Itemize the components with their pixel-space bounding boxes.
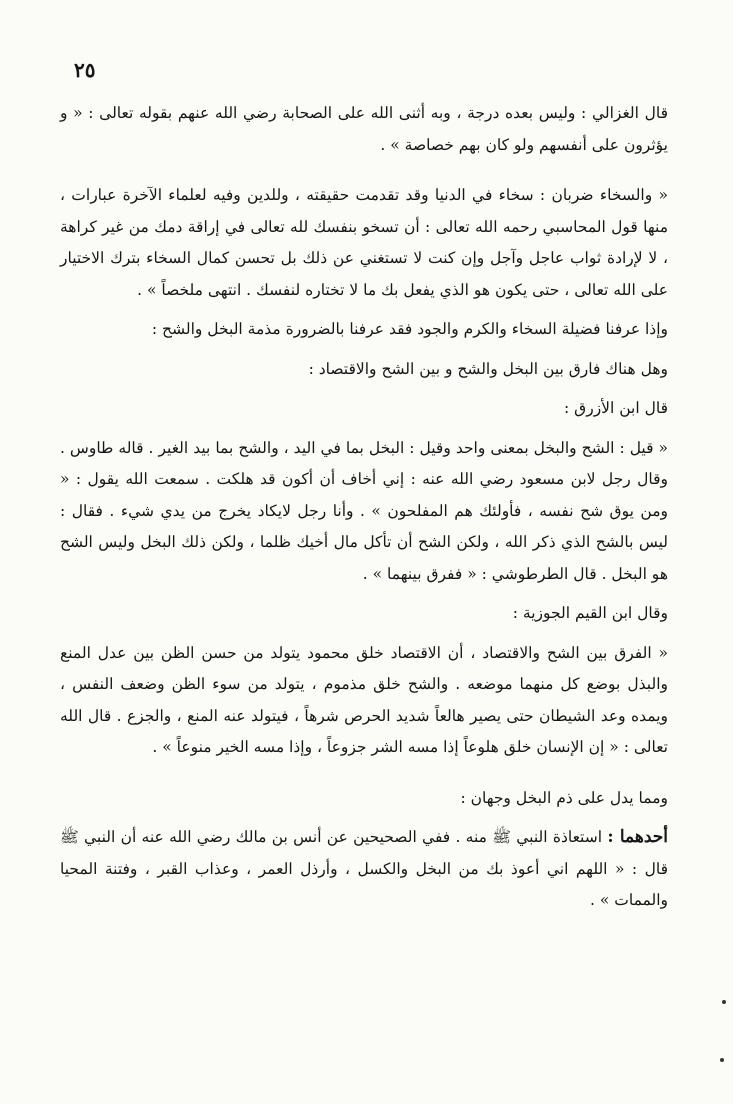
paragraph-ibn-qayyim-quote: « الفرق بين الشح والاقتصاد ، أن الاقتصاد خلق محمود يتولد من حسن الظن بين عدل المنع والبذل بوضع كل منهما موضعه . والشح خلق مذموم ، يتولد من سوء الظن وضعف النفس ، ويمده وعد الشيطان حتى يصير هالعاً شديد الحرص شرهاً ، فيتولد عنه المنع ، والجزع . قال الله تعالى : « إن الإنسان خلق هلوعاً إذا مسه الشر جزوعاً ، وإذا مسه الخير منوعاً » .: [60, 643, 668, 756]
page-body: [60, 98, 668, 925]
paragraph-ibn-azraq-quote: « قيل : الشح والبخل بمعنى واحد وقيل : البخل بما في اليد ، والشح بما بيد الغير . قاله طاوس . وقال رجل لابن مسعود رضي الله عنه : إني أخاف أن أكون قد هلكت . سمعت الله يقول : « ومن يوق شح نفسه ، فأولئك هم المفلحون » . وأنا رجل لايكاد يخرج من يدي شيء . فقال : ليس بالشح الذي ذكر الله ، ولكن الشح أن تأكل مال أخيك ظلما ، ولكن ذلك البخل وليس الشح هو البخل . قال الطرطوشي : « ففرق بينهما » .: [60, 438, 668, 583]
paragraph-ghazali: قال الغزالي : وليس بعده درجة ، وبه أثنى الله على الصحابة رضي الله عنهم بقوله تعالى : « و يؤثرون على أنفسهم ولو كان بهم خصاصة » .: [60, 104, 668, 154]
page-number: ٢٥: [74, 58, 96, 82]
paragraph-generosity-types: « والسخاء ضربان : سخاء في الدنيا وقد تقدمت حقيقته ، وللدين وفيه لعلماء الآخرة عبارات ، منها قول المحاسبي رحمه الله تعالى : أن تسخو بنفسك لله تعالى في إراقة دمك من غير كراهة ، لا لإرادة ثواب عاجل وآجل وإن كنت لا تستغني عن ذلك بل تحسن كمال السخاء بترك الاختيار على الله تعالى ، حتى يكون هو الذي يفعل بك ما لا تختاره لنفسك . انتهى ملخصاً » .: [60, 186, 668, 299]
paragraph-ibn-azraq-heading: قال ابن الأزرق :: [564, 399, 668, 417]
paragraph-two-aspects: ومما يدل على ذم البخل وجهان :: [460, 788, 668, 807]
paragraph-first-aspect: [60, 822, 668, 917]
first-point-label: أحدهما :: [607, 827, 668, 847]
paragraph-stinginess-intro: وإذا عرفنا فضيلة السخاء والكرم والجود فقد عرفنا بالضرورة مذمة البخل والشح :: [151, 320, 668, 338]
paragraph-question: وهل هناك فارق بين البخل والشح و بين الشح والاقتصاد :: [308, 359, 668, 378]
scan-mark: [720, 1058, 724, 1062]
first-point-text: استعاذة النبي ﷺ منه . ففي الصحيحين عن أنس بن مالك رضي الله عنه أن النبي ﷺ قال : « اللهم اني أعوذ بك من البخل والكسل ، وأرذل العمر ، وعذاب القبر ، وفتنة المحيا والممات » .: [60, 828, 668, 909]
scan-mark: [722, 1000, 726, 1004]
divider: [60, 169, 668, 170]
paragraph-ibn-qayyim-heading: وقال ابن القيم الجوزية :: [512, 604, 668, 622]
divider: [60, 772, 668, 773]
